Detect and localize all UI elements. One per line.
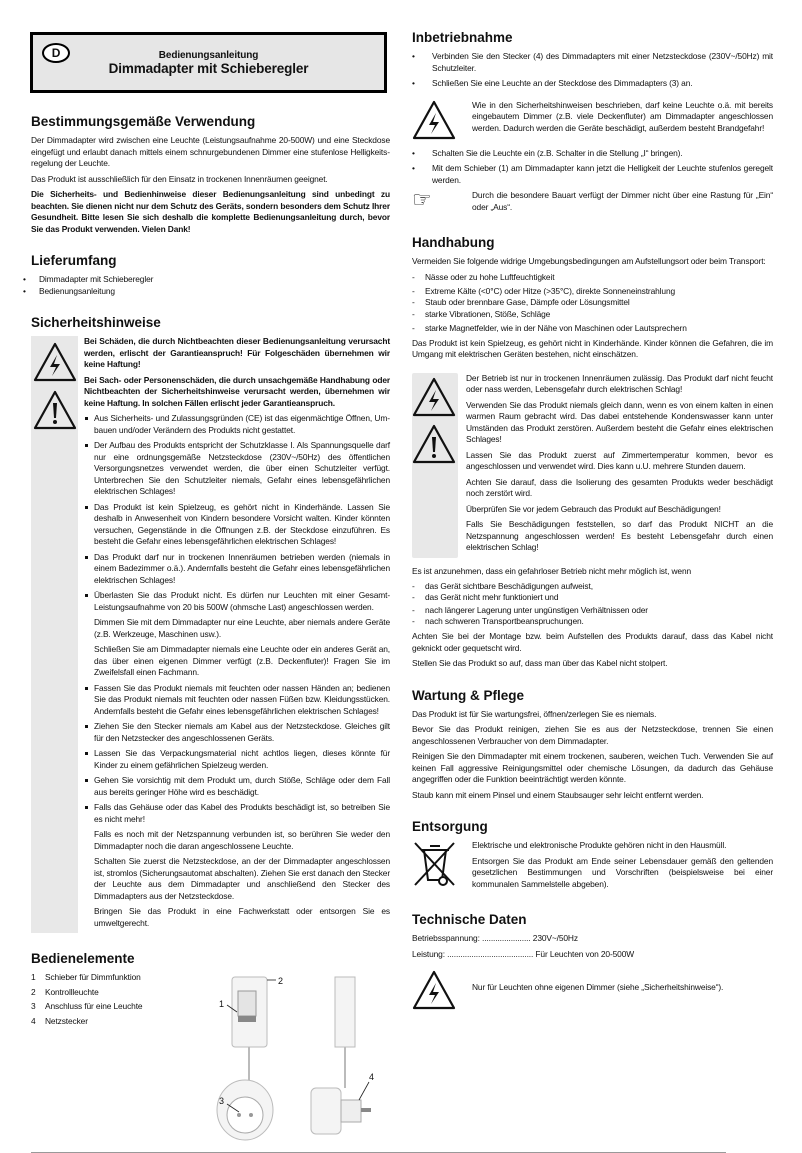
paragraph: Das Produkt ist ausschließlich für den Einsatz in trockenen Innenräumen geeignet. xyxy=(31,173,328,184)
paragraph: Achten Sie darauf, dass die Isolierung des gesamten Produkts weder beschädigt noch zerstört wird. xyxy=(466,476,773,498)
section-usage xyxy=(31,114,390,235)
title-box xyxy=(30,32,387,93)
exclamation-warning-icon xyxy=(412,424,456,464)
language-badge: D xyxy=(42,43,70,63)
paragraph: Entsorgen Sie das Produkt am Ende seiner Lebensdauer gemäß den geltenden gesetzlichen Bestimmungen und Vorschriften (beispielsweise bei einer kommunalen Sammelstelle abgeben). xyxy=(472,855,773,889)
list-item: 4 Netzstecker xyxy=(31,1015,88,1026)
list-item: • Schließen Sie eine Leuchte an der Steckdose des Dimmadapters (3) an. xyxy=(412,78,773,90)
paragraph: Reinigen Sie den Dimmadapter mit einem trockenen, sauberen, weichen Tuch. Verwenden Sie auf keinen Fall aggressive Reinigungsmittel oder chemische Lösungen, da dadurch das Gehäuse angegriffen oder die Funktion beeinträchtigt werden könnte. xyxy=(412,751,773,784)
heading-handling: Handhabung xyxy=(412,235,495,250)
list-item: • Mit dem Schieber (1) am Dimmadapter kann jetzt die Helligkeit der Leuchte stufenlos geregelt werden. xyxy=(412,163,773,186)
list-item: Fassen Sie das Produkt niemals mit feuchten oder nassen Händen an; bedienen Sie das Produkt niemals mit feuchten oder nassen Füßen bzw. Kleidungsstücken. Andernfalls besteht die Gefahr eines lebensgefährlichen elektrischen Schlages! xyxy=(84,683,390,718)
paragraph: Achten Sie bei der Montage bzw. beim Aufstellen des Produkts darauf, dass das Kabel nicht geknickt oder gequetscht wird. xyxy=(412,631,773,653)
warning-sidebar xyxy=(31,336,78,933)
heading-specs: Technische Daten xyxy=(412,912,527,927)
heading-safety: Sicherheitshinweise xyxy=(31,315,161,330)
paragraph: Falls Sie Beschädigungen feststellen, so darf das Produkt NICHT an die Netzspannung angeschlossen werden! Es besteht Lebensgefahr durch einen elektrischen Schlag! xyxy=(466,519,773,552)
section-specs xyxy=(412,912,773,1010)
list-item: • Verbinden Sie den Stecker (4) des Dimmadapters mit einer Netzsteckdose (230V~/50Hz) mit Schutzleiter. xyxy=(412,51,773,74)
list-item: - starke Vibrationen, Stöße, Schläge xyxy=(412,309,773,320)
paragraph: Bevor Sie das Produkt reinigen, ziehen Sie es aus der Netzsteckdose, trennen Sie einen angeschlossenen Verbraucher von dem Dimmadapter. xyxy=(412,724,773,746)
list-item: - das Gerät sichtbare Beschädigungen aufweist, xyxy=(412,581,773,592)
list-item: - Extreme Kälte (<0°C) oder Hitze (>35°C), direkte Sonneneinstrahlung xyxy=(412,286,773,297)
list-item: Das Produkt darf nur in trockenen Innenräumen betrieben werden (niemals in einem Badezimmer o.ä.). Andernfalls besteht die Gefahr eines lebensgefährlichen elektrischen Schlages! xyxy=(84,552,390,587)
list-item: Lassen Sie das Verpackungsmaterial nicht achtlos liegen, dieses könnte für Kinder zu einem gefährlichen Spielzeug werden. xyxy=(84,748,390,771)
device-illustration xyxy=(209,972,394,1142)
document-title: Dimmadapter mit Schieberegler xyxy=(108,61,309,76)
svg-text:4: 4 xyxy=(369,1072,374,1082)
paragraph: Dimmen Sie mit dem Dimmadapter nur eine Leuchte, aber niemals andere Geräte (z.B. Werkzeuge, Maschinen usw.). xyxy=(94,617,390,639)
paragraph: Der Dimmadapter wird zwischen eine Leuchte (Leistungsaufnahme 20-500W) und eine Steckdose eingefügt und erlaubt danach mittels einem schnurgebundenen Dimmer eine stufenlose Helligkeitsregelung der Leuchte. xyxy=(31,135,390,168)
section-safety xyxy=(31,315,390,933)
high-voltage-warning-icon xyxy=(412,970,456,1010)
crossed-out-bin-icon xyxy=(412,840,456,888)
warning-text: Wie in den Sicherheitshinweisen beschrieben, darf keine Leuchte o.ä. mit bereits eingebautem Dimmer (z.B. viele Deckenfluter) am Dimmadapter angeschlossen werden. Dadurch werden die Geräte beschädigt, außerdem besteht Brandgefahr! xyxy=(472,99,773,133)
heading-maintenance: Wartung & Pflege xyxy=(412,687,525,703)
heading-disposal: Entsorgung xyxy=(412,819,488,834)
section-handling xyxy=(412,235,773,670)
list-item: 3 Anschluss für eine Leuchte xyxy=(31,1001,143,1011)
pointing-hand-icon: ☞ xyxy=(412,187,432,212)
list-item: 1 Schieber für Dimmfunktion xyxy=(31,972,141,982)
list-item: - nach längerer Lagerung unter ungünstigen Verhältnissen oder xyxy=(412,605,773,616)
high-voltage-warning-icon xyxy=(33,342,77,382)
left-column xyxy=(31,114,390,1153)
section-disposal xyxy=(412,819,773,894)
heading-usage: Bestimmungsgemäße Verwendung xyxy=(31,114,256,129)
heading-startup: Inbetriebnahme xyxy=(412,30,513,45)
warning-sidebar xyxy=(412,373,458,558)
paragraph: Bringen Sie das Produkt in eine Fachwerkstatt oder entsorgen Sie es umweltgerecht. xyxy=(94,906,390,928)
list-item: • Dimmadapter mit Schieberegler xyxy=(23,274,390,286)
heading-controls: Bedienelemente xyxy=(31,951,135,966)
section-delivery xyxy=(31,253,390,297)
paragraph: Elektrische und elektronische Produkte gehören nicht in den Hausmüll. xyxy=(472,840,727,850)
svg-text:3: 3 xyxy=(219,1096,224,1106)
list-item: Das Produkt ist kein Spielzeug, es gehört nicht in Kinderhände. Lassen Sie deshalb in Anwesenheit von Kindern besondere Vorsicht walten. Kinder könnten versuchen, Gegenstände in die Öffnungen z.B. der Steckdose einzuführen. Es besteht die Gefahr eines lebensgefährlichen elektrischen Schlages! xyxy=(84,502,390,548)
list-item: - Staub oder brennbare Gase, Dämpfe oder Lösungsmittel xyxy=(412,297,773,308)
list-item: • Schalten Sie die Leuchte ein (z.B. Schalter in die Stellung „I“ bringen). xyxy=(412,148,773,160)
list-item: Überlasten Sie das Produkt nicht. Es dürfen nur Leuchten mit einer Gesamt-Leistungsaufnahme von 20 bis 500W (ohmsche Last) angeschlossen werden. Dimmen Sie mit dem Dimmadapter nur eine Leuchte, aber niemals andere Geräte (z.B. Werkzeuge, Maschinen usw.). Schließen Sie am Dimmadapter niemals eine Leuchte oder ein anderes Gerät an, das über einen eigenen Dimmer verfügt (z.B. Deckenfluter)! Fragen Sie im Zweifelsfall einen Fachmann. xyxy=(84,590,390,679)
svg-text:2: 2 xyxy=(278,976,283,986)
high-voltage-warning-icon xyxy=(412,100,456,140)
note-text: Durch die besondere Bauart verfügt der Dimmer nicht über eine Rastung für „Ein“ oder „Aus“. xyxy=(472,190,773,212)
paragraph: Es ist anzunehmen, dass ein gefahrloser Betrieb nicht mehr möglich ist, wenn xyxy=(412,565,692,576)
paragraph: Vermeiden Sie folgende widrige Umgebungsbedingungen am Aufstellungsort oder beim Transport: xyxy=(412,256,766,266)
paragraph: Verwenden Sie das Produkt niemals gleich dann, wenn es von einem kalten in einen warmen Raum gebracht wird. Das dabei entstehende Kondenswasser kann unter Umständen das Produkt zerstören. Außerdem besteht die Gefahr eines elektrischen Schlages! xyxy=(466,399,773,444)
svg-text:1: 1 xyxy=(219,999,224,1009)
paragraph-bold: Bei Sach- oder Personenschäden, die durch unsachgemäße Handhabung oder Nichtbeachten der Sicherheitshinweise verursacht werden, übernehmen wir keine Haftung. In solchen Fällen erlischt jeder Garantieanspruch. xyxy=(84,374,390,408)
spec-row: Leistung: ....................................... Für Leuchten von 20-500W xyxy=(412,948,635,959)
list-item: Der Aufbau des Produkts entspricht der Schutzklasse I. Als Spannungsquelle darf nur eine ordnungsgemäße Netzsteckdose (230V~/50Hz) des öffentlichen Versorgungsnetzes verwendet werden, die über einen Schutzleiter verfügt. Unterbrechen Sie den Schutzleiter niemals, Gefahr eines lebensgefährlichen elektrischen Schlages! xyxy=(84,440,390,498)
list-item: Ziehen Sie den Stecker niemals am Kabel aus der Netzsteckdose. Gleiches gilt für den Netzstecker des angeschlossenen Geräts. xyxy=(84,721,390,744)
paragraph: Lassen Sie das Produkt zuerst auf Zimmertemperatur kommen, bevor es angeschlossen und verwendet wird. Dies kann u.U. mehrere Stunden dauern. xyxy=(466,449,773,471)
right-column xyxy=(412,30,773,1028)
section-startup xyxy=(412,30,773,217)
exclamation-warning-icon xyxy=(33,390,77,430)
warning-text: Nur für Leuchten ohne eigenen Dimmer (siehe „Sicherheitshinweise“). xyxy=(472,982,724,993)
heading-delivery: Lieferumfang xyxy=(31,253,117,268)
high-voltage-warning-icon xyxy=(412,377,456,417)
list-item: • Bedienungsanleitung xyxy=(23,286,390,298)
paragraph-bold: Die Sicherheits- und Bedienhinweise dieser Bedienungsanleitung sind unbedingt zu beachten. Sie dienen nicht nur dem Schutz des Geräts, sondern besonders dem Schutz Ihrer Gesundheit. Bitte lesen Sie sich deshalb die komplette Bedienungsanleitung durch, bevor Sie das Produkt verwenden. Vielen Dank! xyxy=(31,189,390,234)
list-item: - das Gerät nicht mehr funktioniert und xyxy=(412,592,773,603)
document-subtitle: Bedienungsanleitung xyxy=(158,50,259,61)
paragraph: Der Betrieb ist nur in trockenen Innenräumen zulässig. Das Produkt darf nicht feucht oder nass werden, Lebensgefahr durch elektrischen Schlag! xyxy=(466,372,773,394)
section-controls xyxy=(31,951,390,1142)
list-item: - nach schweren Transportbeanspruchungen. xyxy=(412,616,773,627)
paragraph: Falls es noch mit der Netzspannung verbunden ist, so berühren Sie weder den Dimmadapter noch die daran angeschlossene Leuchte. xyxy=(94,829,390,851)
list-item: - starke Magnetfelder, wie in der Nähe von Maschinen oder Lautsprechern xyxy=(412,323,773,334)
paragraph: Das Produkt ist für Sie wartungsfrei, öffnen/zerlegen Sie es niemals. xyxy=(412,708,657,719)
paragraph: Das Produkt ist kein Spielzeug, es gehört nicht in Kinderhände. Kinder können die Gefahren, die im Umgang mit elektrischen Geräten bestehen, nicht einschätzen. xyxy=(412,337,773,359)
list-item: 2 Kontrollleuchte xyxy=(31,986,99,997)
list-item: Gehen Sie vorsichtig mit dem Produkt um, durch Stöße, Schläge oder dem Fall aus bereits geringer Höhe wird es beschädigt. xyxy=(84,775,390,798)
spec-row: Betriebsspannung: ...................... 230V~/50Hz xyxy=(412,933,578,943)
paragraph: Staub kann mit einem Pinsel und einem Staubsauger sehr leicht entfernt werden. xyxy=(412,789,704,800)
paragraph: Schalten Sie zuerst die Netzsteckdose, an der der Dimmadapter angeschlossen ist, stromlos (Sicherungsautomat abschalten). Ziehen Sie erst danach den Stecker der Leuchte aus dem Dimmadapter und anschließend den Stecker des Dimmadapters aus der Netzsteckdose. xyxy=(94,856,390,901)
list-item: Falls das Gehäuse oder das Kabel des Produkts beschädigt ist, so betreiben Sie es nicht mehr! Falls es noch mit der Netzspannung verbunden ist, so berühren Sie weder den Dimmadapter noch die daran angeschlossene Leuchte. Schalten Sie zuerst die Netzsteckdose, an der der Dimmadapter angeschlossen ist, stromlos (Sicherungsautomat abschalten). Ziehen Sie erst danach den Stecker der Leuchte aus dem Dimmadapter und anschließend den Stecker des Dimmadapters aus der Netzsteckdose. Bringen Sie das Produkt in eine Fachwerkstatt oder entsorgen Sie es umweltgerecht. xyxy=(84,802,390,929)
list-item: Aus Sicherheits- und Zulassungsgründen (CE) ist das eigenmächtige Öffnen, Umbauen und/oder Verändern des Produkts nicht gestattet. xyxy=(84,413,390,436)
list-item: - Nässe oder zu hohe Luftfeuchtigkeit xyxy=(412,272,773,283)
paragraph: Schließen Sie am Dimmadapter niemals eine Leuchte oder ein anderes Gerät an, das über einen eigenen Dimmer verfügt (z.B. Deckenfluter)! Fragen Sie im Zweifelsfall einen Fachmann. xyxy=(94,644,390,677)
paragraph: Stellen Sie das Produkt so auf, dass man über das Kabel nicht stolpert. xyxy=(412,658,668,668)
paragraph: Überprüfen Sie vor jedem Gebrauch das Produkt auf Beschädigungen! xyxy=(466,503,721,514)
section-maintenance xyxy=(412,688,773,802)
paragraph-bold: Bei Schäden, die durch Nichtbeachten dieser Bedienungsanleitung verursacht werden, erlischt der Garantieanspruch! Für Folgeschäden übernehmen wir keine Haftung! xyxy=(84,336,390,369)
